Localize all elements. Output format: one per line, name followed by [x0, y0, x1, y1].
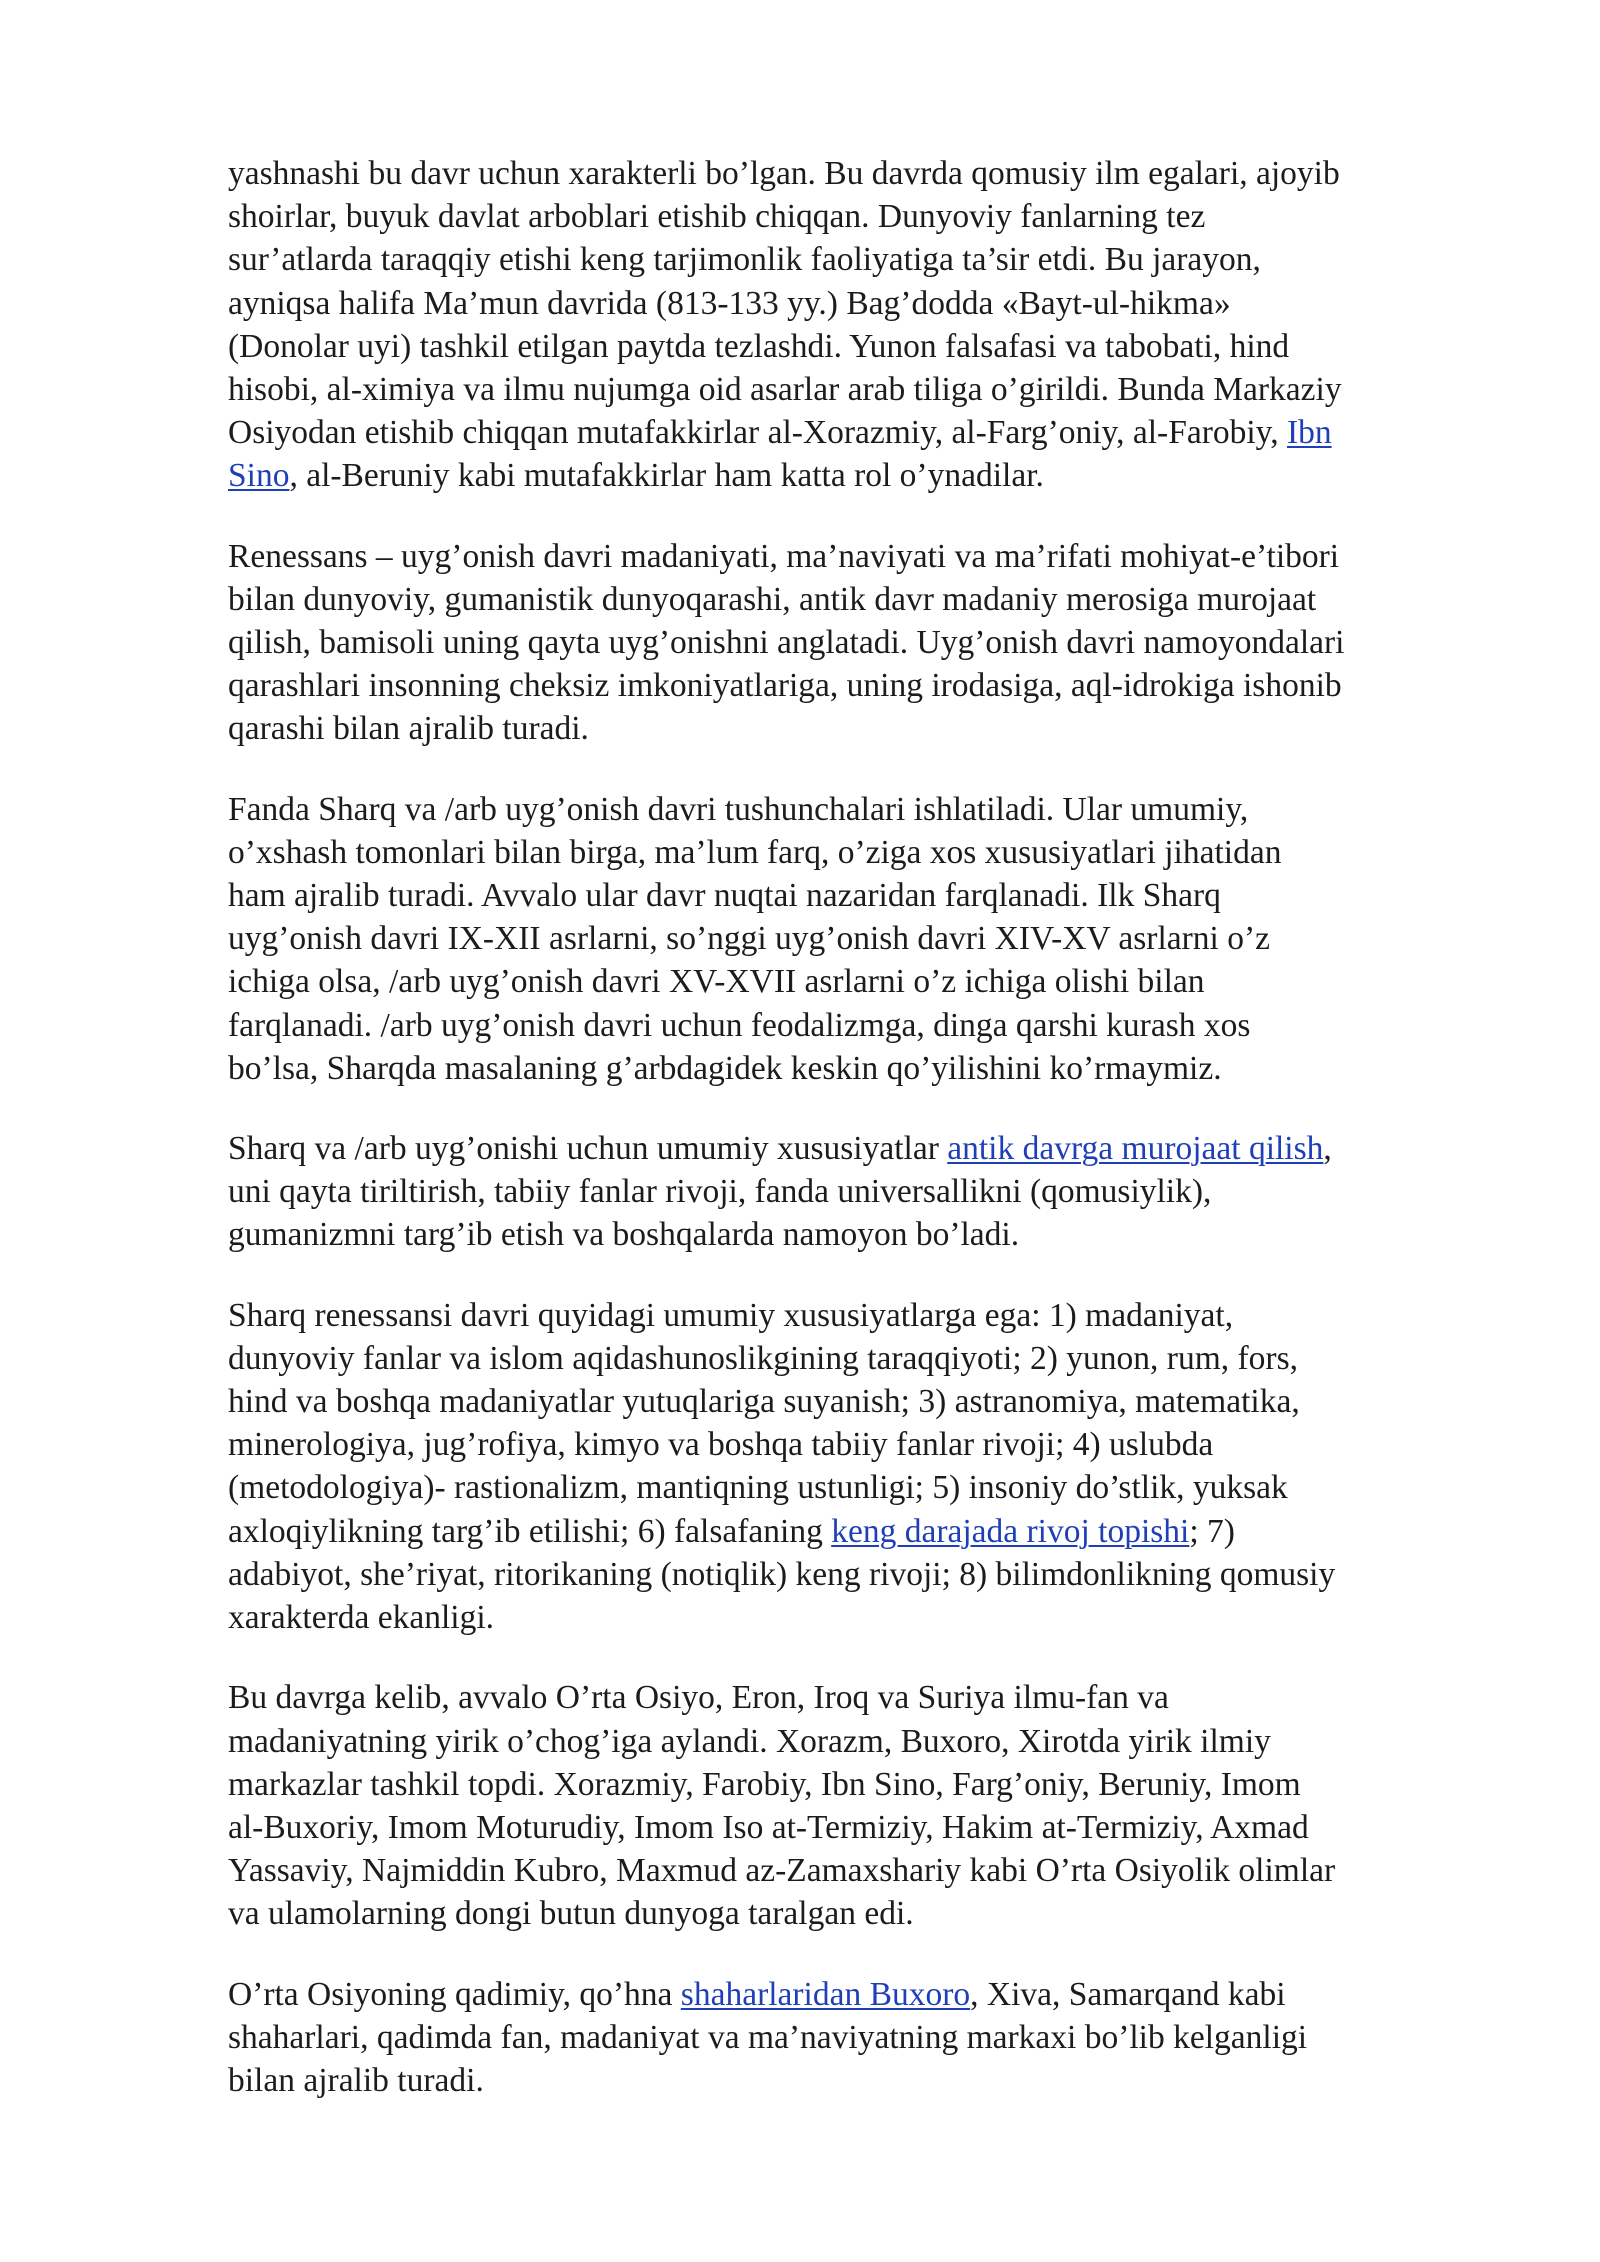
text-segment: Yassaviy, Najmiddin Kubro, Maxmud az-Zamaxshariy kabi O’rta Osiyolik olimlar — [228, 1852, 1336, 1890]
text-line — [228, 707, 1488, 750]
text-line — [228, 1213, 1488, 1256]
text-segment: bilan ajralib turadi. — [228, 2061, 484, 2099]
text-segment: va ulamolarning dongi butun dunyoga taralgan edi. — [228, 1895, 914, 1933]
text-line — [228, 1973, 1488, 2016]
paragraph — [228, 1973, 1488, 2103]
text-segment: o’xshash tomonlari bilan birga, ma’lum farq, o’ziga xos xususiyatlari jihatidan — [228, 833, 1282, 871]
text-segment: adabiyot, she’riyat, ritorikaning (notiqlik) keng rivoji; 8) bilimdonlikning qomusiy — [228, 1555, 1336, 1593]
text-line — [228, 1004, 1488, 1047]
text-line — [228, 664, 1488, 707]
text-line — [228, 1170, 1488, 1213]
text-segment: ham ajralib turadi. Avvalo ular davr nuqtai nazaridan farqlanadi. Ilk Sharq — [228, 877, 1221, 915]
text-segment: O’rta Osiyoning qadimiy, qo’hna — [228, 1975, 681, 2013]
text-line — [228, 1294, 1488, 1337]
text-line — [228, 1849, 1488, 1892]
text-segment: hisobi, al-ximiya va ilmu nujumga oid asarlar arab tiliga o’girildi. Bunda Markaziy — [228, 371, 1342, 409]
text-line — [228, 1466, 1488, 1509]
text-segment: markazlar tashkil topdi. Xorazmiy, Farobiy, Ibn Sino, Farg’oniy, Beruniy, Imom — [228, 1765, 1301, 1803]
text-line — [228, 325, 1488, 368]
text-segment: ayniqsa halifa Ma’mun davrida (813-133 yy.) Bag’dodda «Bayt-ul-hikma» — [228, 284, 1231, 322]
hyperlink-ibn-sino-part2[interactable]: Sino — [228, 457, 290, 495]
text-segment: madaniyatning yirik o’chog’iga aylandi. Xorazm, Buxoro, Xirotda yirik ilmiy — [228, 1722, 1271, 1760]
text-line — [228, 1596, 1488, 1639]
text-segment: qarashlari insonning cheksiz imkoniyatlariga, uning irodasiga, aql-idrokiga ishonib — [228, 667, 1342, 705]
text-line — [228, 2016, 1488, 2059]
text-segment: ; 7) — [1189, 1512, 1235, 1550]
text-segment: minerologiya, jug’rofiya, kimyo va boshqa tabiiy fanlar rivoji; 4) uslubda — [228, 1426, 1214, 1464]
text-segment: Osiyodan etishib chiqqan mutafakkirlar al-Xorazmiy, al-Farg’oniy, al-Farobiy, — [228, 414, 1287, 452]
text-line — [228, 831, 1488, 874]
text-line — [228, 1676, 1488, 1719]
text-line — [228, 368, 1488, 411]
text-segment: Renessans – uyg’onish davri madaniyati, ma’naviyati va ma’rifati mohiyat-e’tibori — [228, 537, 1340, 575]
text-segment: Sharq va /arb uyg’onishi uchun umumiy xususiyatlar — [228, 1130, 948, 1168]
text-line — [228, 960, 1488, 1003]
document-body — [228, 152, 1488, 2139]
text-segment: (Donolar uyi) tashkil etilgan paytda tezlashdi. Yunon falsafasi va tabobati, hind — [228, 327, 1290, 365]
text-line — [228, 1127, 1488, 1170]
text-segment: al-Buxoriy, Imom Moturudiy, Imom Iso at-Termiziy, Hakim at-Termiziy, Axmad — [228, 1808, 1309, 1846]
text-line — [228, 238, 1488, 281]
text-line — [228, 788, 1488, 831]
paragraph — [228, 788, 1488, 1090]
text-line — [228, 282, 1488, 325]
text-line — [228, 1380, 1488, 1423]
text-line — [228, 578, 1488, 621]
text-line — [228, 1510, 1488, 1553]
text-segment: shoirlar, buyuk davlat arboblari etishib chiqqan. Dunyoviy fanlarning tez — [228, 198, 1206, 236]
text-line — [228, 1423, 1488, 1466]
text-segment: shaharlari, qadimda fan, madaniyat va ma’naviyatning markaxi bo’lib kelganligi — [228, 2018, 1308, 2056]
text-segment: (metodologiya)- rastionalizm, mantiqning ustunligi; 5) insoniy do’stlik, yuksak — [228, 1469, 1288, 1507]
text-segment: qarashi bilan ajralib turadi. — [228, 710, 589, 748]
text-segment: hind va boshqa madaniyatlar yutuqlariga suyanish; 3) astranomiya, matematika, — [228, 1383, 1300, 1421]
paragraph — [228, 1676, 1488, 1935]
text-line — [228, 1806, 1488, 1849]
text-line — [228, 621, 1488, 664]
text-line — [228, 917, 1488, 960]
text-segment: ichiga olsa, /arb uyg’onish davri XV-XVII asrlarni o’z ichiga olishi bilan — [228, 963, 1205, 1001]
text-segment: uyg’onish davri IX-XII asrlarni, so’nggi uyg’onish davri XIV-XV asrlarni o’z — [228, 920, 1271, 958]
text-line — [228, 874, 1488, 917]
text-line — [228, 1720, 1488, 1763]
text-segment: , — [1323, 1130, 1332, 1168]
text-line — [228, 1763, 1488, 1806]
text-segment: , Xiva, Samarqand kabi — [970, 1975, 1286, 2013]
text-line — [228, 411, 1488, 454]
text-segment: bilan dunyoviy, gumanistik dunyoqarashi, antik davr madaniy merosiga murojaat — [228, 580, 1317, 618]
text-segment: Fanda Sharq va /arb uyg’onish davri tushunchalari ishlatiladi. Ular umumiy, — [228, 790, 1249, 828]
hyperlink-antik[interactable]: antik davrga murojaat qilish — [947, 1130, 1324, 1168]
text-line — [228, 195, 1488, 238]
paragraph — [228, 1127, 1488, 1257]
text-segment: axloqiylikning targ’ib etilishi; 6) falsafaning — [228, 1512, 832, 1550]
text-line — [228, 535, 1488, 578]
text-segment: farqlanadi. /arb uyg’onish davri uchun feodalizmga, dinga qarshi kurash xos — [228, 1006, 1251, 1044]
text-segment: xarakterda ekanligi. — [228, 1599, 495, 1637]
text-segment: yashnashi bu davr uchun xarakterli bo’lgan. Bu davrda qomusiy ilm egalari, ajoyib — [228, 155, 1340, 192]
text-segment: sur’atlarda taraqqiy etishi keng tarjimonlik faoliyatiga ta’sir etdi. Bu jarayon, — [228, 241, 1261, 279]
text-line — [228, 454, 1488, 497]
hyperlink-ibn-sino-part1[interactable]: Ibn — [1286, 414, 1332, 452]
text-segment: bo’lsa, Sharqda masalaning g’arbdagidek keskin qo’yilishini ko’rmaymiz. — [228, 1049, 1222, 1087]
text-line — [228, 2059, 1488, 2102]
paragraph — [228, 535, 1488, 751]
text-segment: qilish, bamisoli uning qayta uyg’onishni anglatadi. Uyg’onish davri namoyondalari — [228, 624, 1345, 662]
text-segment: , al-Beruniy kabi mutafakkirlar ham katta rol o’ynadilar. — [289, 457, 1044, 495]
text-segment: gumanizmni targ’ib etish va boshqalarda namoyon bo’ladi. — [228, 1216, 1020, 1254]
hyperlink-keng[interactable]: keng darajada rivoj topishi — [831, 1512, 1190, 1550]
text-line — [228, 1892, 1488, 1935]
text-segment: Bu davrga kelib, avvalo O’rta Osiyo, Eron, Iroq va Suriya ilmu-fan va — [228, 1679, 1169, 1717]
text-segment: uni qayta tiriltirish, tabiiy fanlar rivoji, fanda universallikni (qomusiylik), — [228, 1173, 1212, 1211]
text-segment: Sharq renessansi davri quyidagi umumiy xususiyatlarga ega: 1) madaniyat, — [228, 1296, 1234, 1334]
text-segment: dunyoviy fanlar va islom aqidashunoslikgining taraqqiyoti; 2) yunon, rum, fors, — [228, 1339, 1298, 1377]
text-line — [228, 152, 1488, 195]
text-line — [228, 1553, 1488, 1596]
text-line — [228, 1047, 1488, 1090]
paragraph — [228, 152, 1488, 498]
paragraph — [228, 1294, 1488, 1640]
hyperlink-shahar[interactable]: shaharlaridan Buxoro — [680, 1975, 971, 2013]
text-line — [228, 1337, 1488, 1380]
